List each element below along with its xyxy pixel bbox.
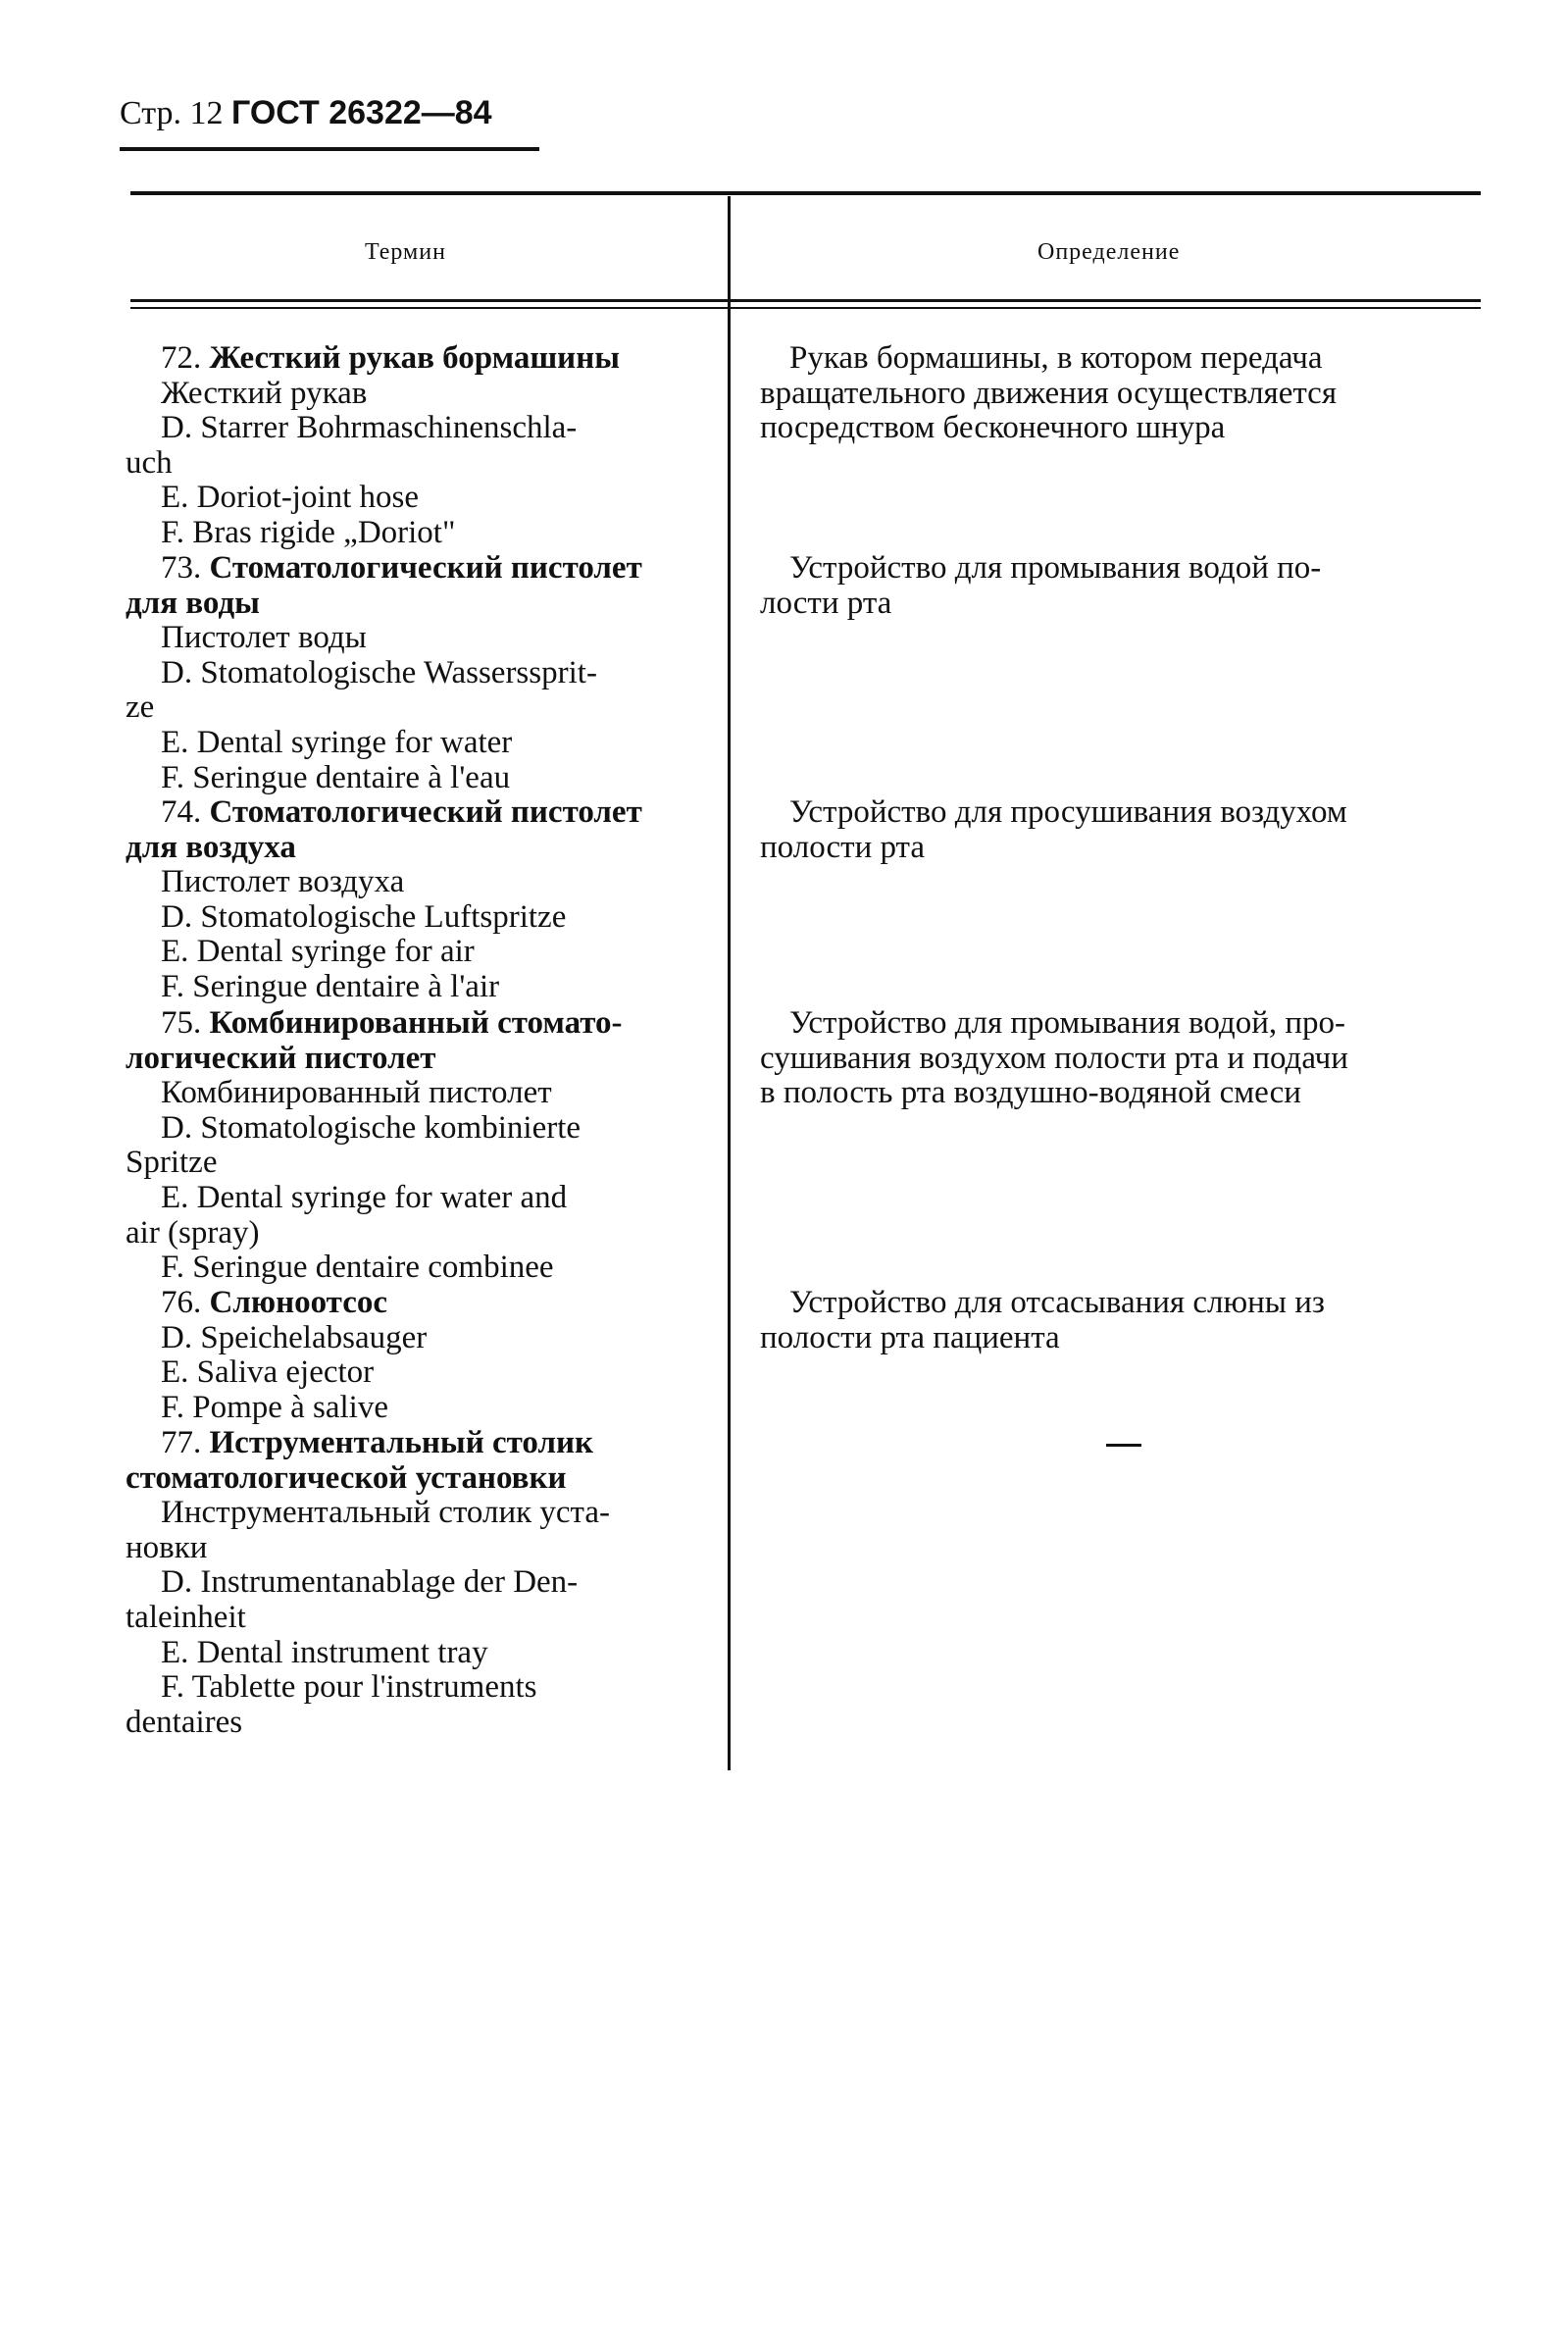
term-heading-cont: стоматологической установки bbox=[126, 1459, 567, 1496]
term-heading: 73. Стоматологический пистолет bbox=[161, 550, 642, 586]
term-english: E. Dental instrument tray bbox=[161, 1634, 488, 1670]
term-heading: 77. Иструментальный столик bbox=[161, 1425, 593, 1460]
header-bottom-rule bbox=[130, 299, 1481, 302]
term-french: F. Seringue dentaire à l'air bbox=[161, 968, 500, 1004]
term-heading: 74. Стоматологический пистолет bbox=[161, 794, 642, 830]
term-heading: 72. Жесткий рукав бормашины bbox=[161, 340, 620, 376]
term-entry-75 bbox=[126, 1006, 704, 1286]
term-french: F. Tablette pour l'instruments bbox=[161, 1669, 537, 1706]
term-synonym: Пистолет воды bbox=[161, 620, 367, 656]
page-number: Стр. 12 bbox=[120, 95, 224, 131]
term-german-cont: Spritze bbox=[126, 1145, 218, 1181]
header-underline bbox=[120, 147, 539, 151]
term-heading: 75. Комбинированный стомато- bbox=[161, 1005, 623, 1041]
term-english: E. Saliva ejector bbox=[161, 1354, 375, 1391]
term-english: E. Dental syringe for water bbox=[161, 724, 513, 760]
term-german: D. Stomatologische kombinierte bbox=[161, 1109, 582, 1146]
term-german-cont: uch bbox=[126, 444, 173, 481]
term-synonym: Пистолет воздуха bbox=[161, 864, 405, 900]
column-divider bbox=[728, 196, 731, 1770]
term-entry-74 bbox=[126, 795, 704, 1005]
term-synonym: Комбинированный пистолет bbox=[161, 1075, 552, 1111]
term-heading: 76. Слюноотсос bbox=[161, 1285, 388, 1320]
term-entry-72 bbox=[126, 341, 704, 551]
term-german: D. Speichelabsauger bbox=[161, 1319, 428, 1355]
term-synonym-cont: новки bbox=[126, 1529, 208, 1565]
term-heading-cont: для воды bbox=[126, 585, 260, 621]
definition-73: Устройство для промывания водой по- лости рта bbox=[760, 550, 1322, 621]
definition-76: Устройство для отсасывания слюны из полости рта пациента bbox=[760, 1285, 1325, 1355]
term-french: F. Bras rigide „Doriot" bbox=[161, 514, 456, 550]
term-entry-73 bbox=[126, 551, 704, 795]
term-english: E. Doriot-joint hose bbox=[161, 480, 420, 516]
term-german: D. Stomatologische Wasserssprit- bbox=[161, 654, 597, 690]
definition-77-dash bbox=[1106, 1444, 1141, 1447]
header-bottom-rule-second bbox=[130, 307, 1481, 309]
term-synonym: Жесткий рукав bbox=[161, 375, 368, 411]
term-entry-77 bbox=[126, 1426, 704, 1740]
term-heading-cont: для воздуха bbox=[126, 829, 296, 865]
term-english: E. Dental syringe for water and bbox=[161, 1179, 568, 1215]
definition-75: Устройство для промывания водой, про- сушивания воздухом полости рта и подачи в полость рта воздушно-водяной смеси bbox=[760, 1005, 1348, 1111]
term-german-cont: ze bbox=[126, 689, 155, 726]
table-top-rule bbox=[130, 191, 1481, 195]
column-header-term: Термин bbox=[365, 239, 446, 265]
term-french: F. Pompe à salive bbox=[161, 1389, 388, 1425]
term-french: F. Seringue dentaire combinee bbox=[161, 1250, 554, 1286]
page-header bbox=[120, 94, 492, 132]
term-french-cont: dentaires bbox=[126, 1704, 243, 1740]
standard-designation: ГОСТ 26322—84 bbox=[231, 94, 492, 131]
term-synonym: Инструментальный столик уста- bbox=[161, 1495, 611, 1531]
term-entry-76 bbox=[126, 1286, 704, 1425]
term-german: D. Instrumentanablage der Den- bbox=[161, 1564, 579, 1601]
definition-72: Рукав бормашины, в котором передача вращательного движения осуществляется посредством бесконечного шнура bbox=[760, 340, 1338, 446]
term-french: F. Seringue dentaire à l'eau bbox=[161, 759, 511, 795]
term-german: D. Stomatologische Luftspritze bbox=[161, 898, 567, 935]
term-english: E. Dental syringe for air bbox=[161, 934, 475, 970]
term-heading-cont: логический пистолет bbox=[126, 1040, 436, 1076]
term-german: D. Starrer Bohrmaschinenschla- bbox=[161, 410, 578, 446]
term-german-cont: taleinheit bbox=[126, 1599, 246, 1635]
definition-74: Устройство для просушивания воздухом полости рта bbox=[760, 794, 1347, 865]
column-header-definition: Определение bbox=[1037, 239, 1181, 265]
term-english-cont: air (spray) bbox=[126, 1214, 260, 1251]
